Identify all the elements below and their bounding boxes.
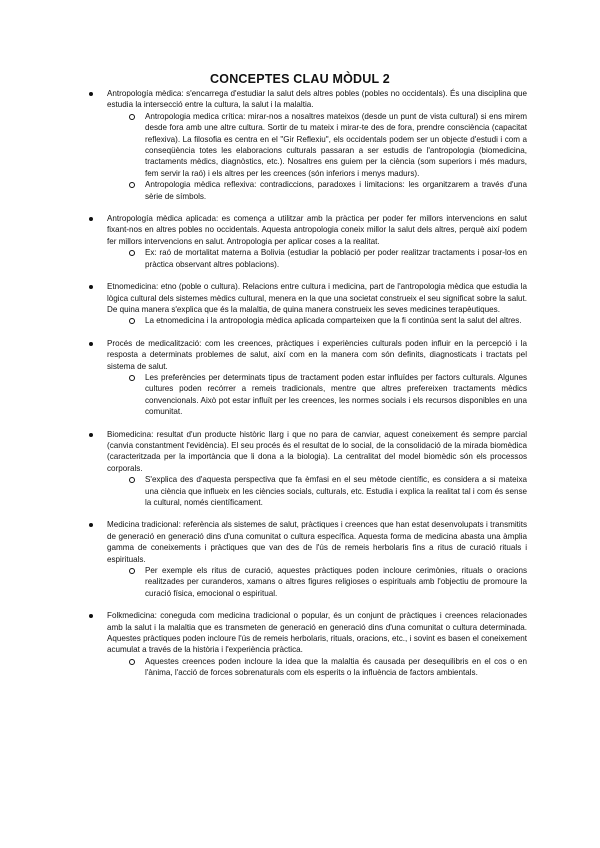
bullet-circle-icon [129,375,135,381]
bullet-circle-icon [129,477,135,483]
bullet-dot-icon [89,523,93,527]
bullet-circle-icon [129,182,135,188]
sub-bullet-row [145,247,527,270]
sub-bullet-row [145,372,527,418]
concepts-list [0,88,600,690]
concept-text: Procés de medicalització: com les creences, pràctiques i experiències culturals poden influir en la percepció i la resposta a determinats problemes de salut, així com en la manera com són definits, diagnosticats i tractats pel sistema de salut. [107,338,527,371]
page-title: CONCEPTES CLAU MÒDUL 2 [210,72,390,86]
bullet-row [107,429,527,475]
concept-text: Antropología mèdica: s'encarrega d'estudiar la salut dels altres pobles (pobles no occidentals). És una disciplina que estudia la intersecció entre la cultura, la salut i la malaltia. [107,89,527,110]
subconcept-text: S'explica des d'aquesta perspectiva que fa èmfasi en el seu mètode científic, es considera a si mateixa una ciència que influeix en les ciències socials, culturals, etc. Estudia i explica la realitat tal i com és sense la cultural, només científicament. [145,475,527,507]
bullet-circle-icon [129,114,135,120]
subconcept-text: Ex: raó de mortalitat materna a Bolivia (estudiar la població per poder realitzar tractaments i posar-los en pràctica observant altres poblacions). [145,248,527,269]
sub-bullet-row [145,179,527,202]
sub-bullet-row [145,315,527,326]
subconcept-text: Les preferències per determinats tipus de tractament poden estar influïdes per factors culturals. Algunes cultures poden recórrer a remeis tradicionals, mentre que altres prefereixen tractaments mèdics convencionals. Això pot estar influït per les creences, les normes socials i els recursos disponibles en una comunitat. [145,372,527,417]
concept-text: Medicina tradicional: referència als sistemes de salut, pràctiques i creences que han estat desenvolupats i transmitits de generació en generació dins d'una comunitat o cultura específica. Aquesta forma de medicina abasta una àmplia gamma de coneixements i pràctiques que van des de l'ús de remeis herbolaris fins a ritus de curació rituals i espirituals. [107,520,527,564]
bullet-dot-icon [89,433,93,437]
concept-text: Antropología mèdica aplicada: es comença a utilitzar amb la pràctica per poder fer millors intervencions en salut fixant-nos en altres pobles no occidentals. Aquesta antropologia coneix millor la salut dels altres, perquè així podem fer millors intervencions en salut. Antropologia per aplicar coses a la realitat. [107,214,527,246]
bullet-dot-icon [89,217,93,221]
concept-text: Folkmedicina: coneguda com medicina tradicional o popular, és un conjunt de pràctiques i creences relacionades amb la salut i la malaltia que es transmeten de generació en generació dins d'una comunitat o cultura determinada. Aquestes pràctiques poden incloure l'ús de remeis herbolaris, rituals, oracions, etc., i sovint es basen el coneixement acumulat a través de la història i l'experiència pràctica. [107,611,527,655]
bullet-circle-icon [129,568,135,574]
bullet-circle-icon [129,318,135,324]
concept-item [0,429,600,509]
concept-item [0,519,600,599]
bullet-row [107,88,527,111]
bullet-dot-icon [89,285,93,289]
sub-bullet-row [145,474,527,508]
subconcept-text: Per exemple els ritus de curació, aquestes pràctiques poden incloure cerimònies, rituals o oracions realitzades per curanderos, xamans o altres figures religioses o espirituals amb l'objectiu de promoure la curació física, emocional o espiritual. [145,566,527,598]
concept-item [0,338,600,418]
subconcept-text: Aquestes creences poden incloure la idea que la malaltia és causada per desequilibris en el cos o en l'ànima, l'acció de forces sobrenaturals com els esperits o la influència de factors ambientals. [145,656,527,678]
bullet-row [107,610,527,656]
concept-text: Biomedicina: resultat d'un producte històric llarg i que no para de canviar, aquest coneixement és sempre parcial (canvia constantment l'evidència). El seu procés és el resultat de lo social, de la consolidació de la mirada biomèdica (caracteritzada per la importància que li dona a la biologia). La centralitat del model biomèdic són els processos corporals. [107,429,527,473]
concept-text: Etnomedicina: etno (poble o cultura). Relacions entre cultura i medicina, part de l'antropologia mèdica que estudia la lògica cultural dels sistemes mèdics cultural, menera en la que una societat construeix el seu significat sobre la salut. De quina manera s'explica que és la malaltia, de quina manera construeix les seves medicines terapèutiques. [107,282,527,314]
bullet-dot-icon [89,342,93,346]
concept-item [0,610,600,678]
bullet-row [107,338,527,372]
bullet-circle-icon [129,659,135,665]
subconcept-text: Antropologia medica crítica: mirar-nos a nosaltres mateixos (desde un punt de vista cultural) si ens mirem desde fora amb une altre cultura. Sortir de tu mateix i mirar-te des de fora, prendre consciència (capacitat reflexiva). La filosofia es centra en el "Gir Reflexiu", els occidentals podem ser un objecte d'estudi i com a conseqüència totes les elaboracions culturals passaran a ser estudis de l'antropologia (biomedicina, tractaments mèdics, diagnòstics, etc.). Nosaltres ens guiem per la ciència (som superiors i més madurs, fem servir la raó) i els altres per les creences (són inferiors i menys madurs). [145,111,527,178]
sub-bullet-row [145,656,527,679]
concept-item [0,281,600,327]
bullet-row [107,213,527,247]
subconcept-text: Antropologia mèdica reflexiva: contradiccions, paradoxes i limitacions: les organitzarem a través d'una sèrie de símbols. [145,180,527,201]
bullet-dot-icon [89,614,93,618]
bullet-row [107,281,527,315]
subconcept-text: La etnomedicina i la antropologia mèdica aplicada comparteixen que la fi continúa sent la salut del altres. [145,316,522,326]
bullet-circle-icon [129,250,135,256]
sub-bullet-row [145,111,527,179]
concept-item [0,88,600,202]
sub-bullet-row [145,565,527,599]
bullet-row [107,519,527,565]
concept-item [0,213,600,270]
bullet-dot-icon [89,92,93,96]
